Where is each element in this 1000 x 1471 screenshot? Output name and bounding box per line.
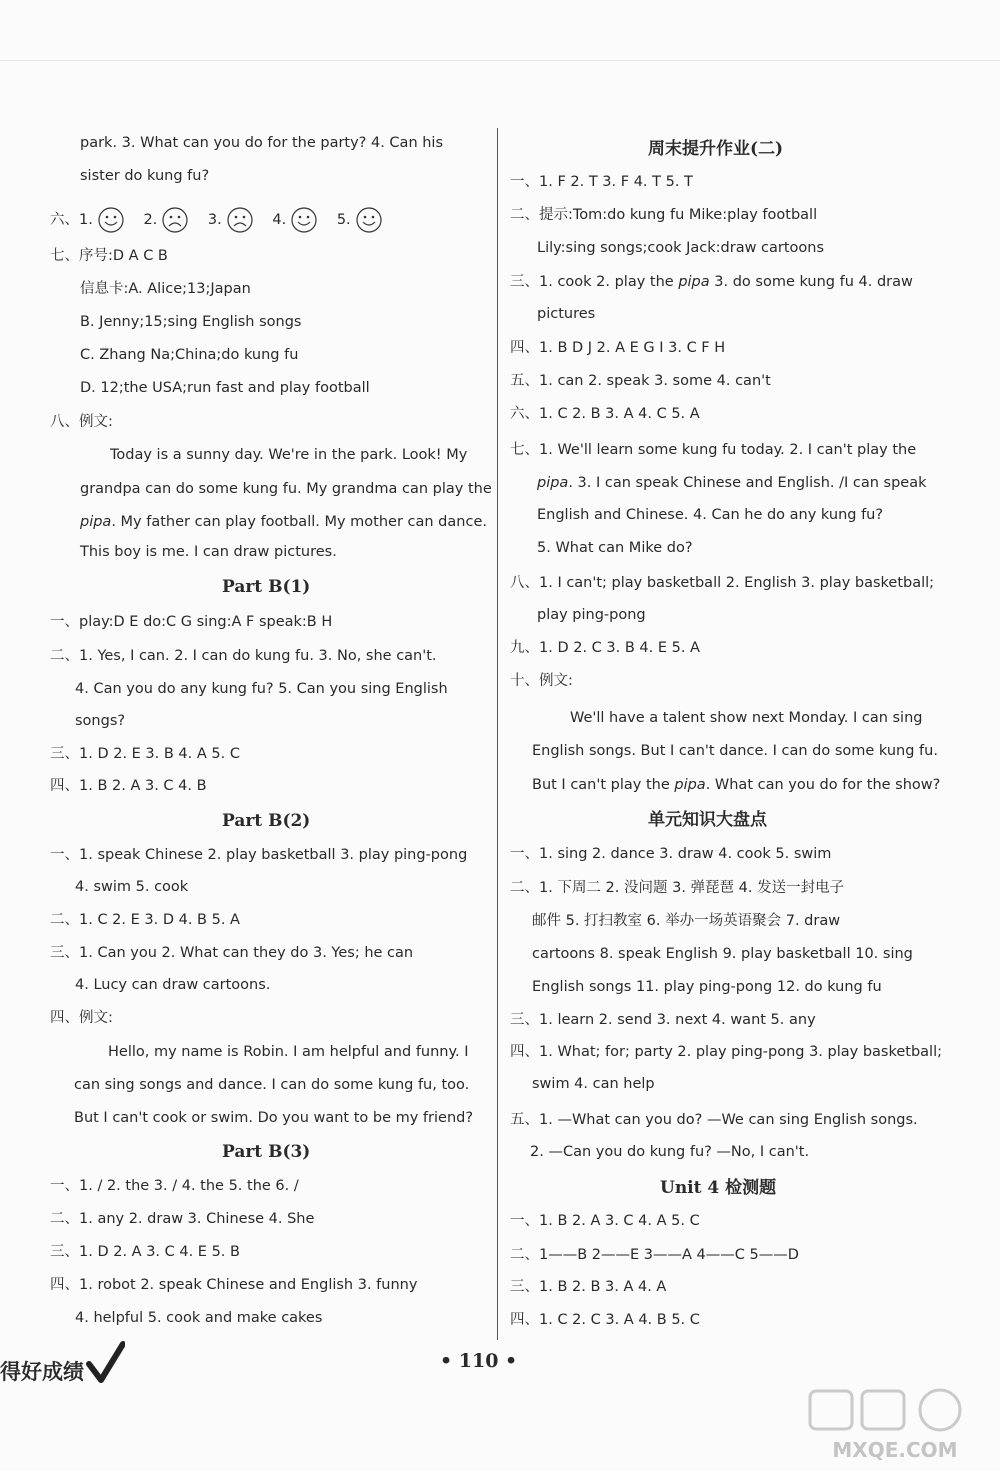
text-span: . What can you do for the show? <box>705 777 941 793</box>
brand-text: 得好成绩 <box>0 1360 84 1384</box>
faces-row <box>50 206 387 234</box>
text-line: 一、1. / 2. the 3. / 4. the 5. the 6. / <box>50 1178 299 1194</box>
watermark-logo <box>800 1385 990 1465</box>
text-line: 八、例文: <box>50 414 113 430</box>
text-line: Hello, my name is Robin. I am helpful and funny. I <box>108 1044 469 1060</box>
text-line: 四、例文: <box>50 1010 113 1026</box>
italic-word: pipa <box>678 274 710 290</box>
italic-word: pipa <box>537 475 569 491</box>
text-line: swim 4. can help <box>532 1076 655 1092</box>
italic-word: pipa <box>80 514 112 530</box>
text-line: 一、1. speak Chinese 2. play basketball 3. play ping-pong <box>50 847 468 863</box>
text-line: 一、1. F 2. T 3. F 4. T 5. T <box>510 174 693 190</box>
text-line: 八、1. I can't; play basketball 2. English 3. play basketball; <box>510 575 935 591</box>
text-line: Today is a sunny day. We're in the park. Look! My <box>110 447 468 463</box>
text-line: 七、序号:D A C B <box>50 248 168 264</box>
text-line: 信息卡:A. Alice;13;Japan <box>80 281 251 297</box>
column-divider <box>497 128 498 1340</box>
q6-num: 2. <box>143 212 158 228</box>
text-line: 邮件 5. 打扫教室 6. 举办一场英语聚会 7. draw <box>532 913 841 929</box>
text-line: 一、1. B 2. A 3. C 4. A 5. C <box>510 1213 700 1229</box>
checkmark-icon <box>85 1340 125 1386</box>
text-line: 二、1. Yes, I can. 2. I can do kung fu. 3. No, she can't. <box>50 648 437 664</box>
text-line: 二、1. 下周二 2. 没问题 3. 弹琵琶 4. 发送一封电子 <box>510 880 845 896</box>
page-number: • 110 • <box>440 1350 518 1372</box>
text-line: C. Zhang Na;China;do kung fu <box>80 347 299 363</box>
section-heading: Part B(3) <box>222 1142 311 1162</box>
text-line: English songs. But I can't dance. I can do some kung fu. <box>532 743 938 759</box>
text-line: We'll have a talent show next Monday. I can sing <box>570 710 923 726</box>
text-line: pictures <box>537 306 596 322</box>
section-heading: Part B(2) <box>222 811 311 831</box>
section-heading: Part B(1) <box>222 577 311 597</box>
text-line: B. Jenny;15;sing English songs <box>80 314 302 330</box>
text-span: . My father can play football. My mother can dance. <box>111 514 487 530</box>
text-line: 五、1. —What can you do? —We can sing English songs. <box>510 1112 918 1128</box>
text-line: English songs 11. play ping-pong 12. do kung fu <box>532 979 882 995</box>
text-line: 七、1. We'll learn some kung fu today. 2. I can't play the <box>510 442 917 458</box>
text-line: 三、1. learn 2. send 3. next 4. want 5. any <box>510 1012 816 1028</box>
q6-num: 1. <box>79 212 93 228</box>
text-line: 一、1. sing 2. dance 3. draw 4. cook 5. swim <box>510 846 832 862</box>
text-line: sister do kung fu? <box>80 168 210 184</box>
text-line <box>80 512 487 532</box>
section-heading: 单元知识大盘点 <box>648 810 767 830</box>
text-line: 四、1. B D J 2. A E G I 3. C F H <box>510 340 726 356</box>
text-line: 一、play:D E do:C G sing:A F speak:B H <box>50 614 333 630</box>
q6-num: 5. <box>336 212 351 228</box>
text-line: 三、1. B 2. B 3. A 4. A <box>510 1279 667 1295</box>
text-line: 三、1. D 2. A 3. C 4. E 5. B <box>50 1244 240 1260</box>
text-line: 二、1——B 2——E 3——A 4——C 5——D <box>510 1247 799 1263</box>
text-line: This boy is me. I can draw pictures. <box>80 544 337 560</box>
sad-face-icon <box>226 206 254 234</box>
text-line: 五、1. can 2. speak 3. some 4. can't <box>510 373 771 389</box>
text-span: . 3. I can speak Chinese and English. /I can speak <box>568 475 927 491</box>
section-heading: 周末提升作业(二) <box>648 139 784 159</box>
brand-logo <box>0 1340 125 1386</box>
text-line: 4. swim 5. cook <box>75 879 189 895</box>
text-line: 二、1. C 2. E 3. D 4. B 5. A <box>50 912 240 928</box>
text-span: But I can't play the <box>532 777 675 793</box>
watermark-text: MXQE.COM <box>832 1438 958 1462</box>
text-line: 二、提示:Tom:do kung fu Mike:play football <box>510 207 818 223</box>
text-line: 三、1. Can you 2. What can they do 3. Yes; he can <box>50 945 414 961</box>
text-line <box>510 272 913 292</box>
text-line: 二、1. any 2. draw 3. Chinese 4. She <box>50 1211 315 1227</box>
text-line: cartoons 8. speak English 9. play basketball 10. sing <box>532 946 913 962</box>
text-line: songs? <box>75 713 126 729</box>
text-span: 三、1. cook 2. play the <box>510 274 679 290</box>
text-line: 四、1. What; for; party 2. play ping-pong 3. play basketball; <box>510 1044 942 1060</box>
text-line <box>537 473 927 493</box>
text-line: But I can't cook or swim. Do you want to be my friend? <box>74 1110 474 1126</box>
smiley-face-icon <box>355 206 383 234</box>
text-line: 十、例文: <box>510 673 573 689</box>
text-line: 四、1. B 2. A 3. C 4. B <box>50 778 207 794</box>
text-line: 六、1. C 2. B 3. A 4. C 5. A <box>510 406 700 422</box>
text-line <box>532 775 940 795</box>
italic-word: pipa <box>674 777 706 793</box>
text-line: 4. Can you do any kung fu? 5. Can you sing English <box>75 681 448 697</box>
sad-face-icon <box>161 206 189 234</box>
text-line: D. 12;the USA;run fast and play football <box>80 380 370 396</box>
text-line: 4. helpful 5. cook and make cakes <box>75 1310 323 1326</box>
text-line: park. 3. What can you do for the party? 4. Can his <box>80 135 444 151</box>
text-line: 四、1. robot 2. speak Chinese and English 3. funny <box>50 1277 418 1293</box>
q6-num: 4. <box>272 212 287 228</box>
text-line: 九、1. D 2. C 3. B 4. E 5. A <box>510 640 700 656</box>
q6-num: 3. <box>207 212 222 228</box>
text-line: 三、1. D 2. E 3. B 4. A 5. C <box>50 746 240 762</box>
smiley-face-icon <box>97 206 125 234</box>
text-line: play ping-pong <box>537 607 646 623</box>
text-line: can sing songs and dance. I can do some kung fu, too. <box>74 1077 470 1093</box>
text-line: Lily:sing songs;cook Jack:draw cartoons <box>537 240 825 256</box>
text-line: 4. Lucy can draw cartoons. <box>75 977 271 993</box>
smiley-face-icon <box>290 206 318 234</box>
text-line: English and Chinese. 4. Can he do any kung fu? <box>537 507 884 523</box>
text-line: grandpa can do some kung fu. My grandma can play the <box>80 481 492 497</box>
text-line: 四、1. C 2. C 3. A 4. B 5. C <box>510 1312 700 1328</box>
text-span: 3. do some kung fu 4. draw <box>709 274 913 290</box>
text-line: 5. What can Mike do? <box>537 540 693 556</box>
section-heading: Unit 4 检测题 <box>660 1178 777 1198</box>
top-rule <box>0 60 1000 61</box>
text-line: 2. —Can you do kung fu? —No, I can't. <box>530 1144 810 1160</box>
q6-label: 六、 <box>50 212 79 228</box>
